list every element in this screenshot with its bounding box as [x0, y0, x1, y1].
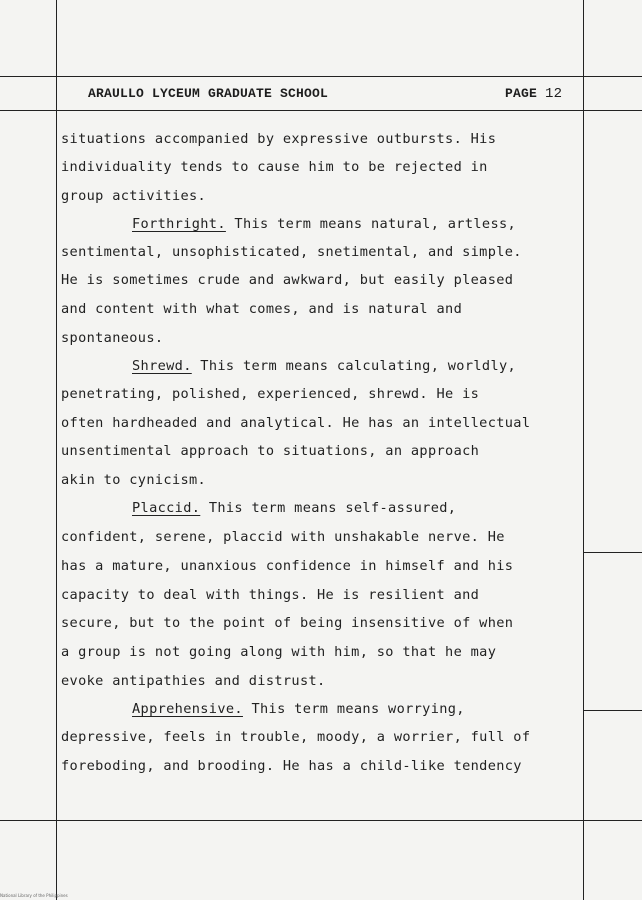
left-margin-rule [56, 0, 57, 900]
text-line-16: has a mature, unanxious confidence in himself and his [61, 558, 514, 574]
page-number: 12 [545, 86, 563, 102]
term-apprehensive: Apprehensive. [132, 701, 243, 717]
text-line-2: individuality tends to cause him to be rejected in [61, 159, 488, 175]
right-margin-tick-1 [584, 552, 642, 553]
term-placcid: Placcid. [132, 500, 201, 516]
footer-rule [0, 820, 642, 821]
term-forthright: Forthright. [132, 216, 226, 232]
text-line-11: often hardheaded and analytical. He has an intellectual [61, 415, 531, 431]
text-line-23: foreboding, and brooding. He has a child-like tendency [61, 758, 522, 774]
page-label: PAGE [505, 86, 538, 101]
page-indicator [505, 86, 562, 102]
library-stamp: National Library of the Philippines [0, 893, 68, 898]
text-line-8: spontaneous. [61, 330, 164, 346]
text-line-14 [132, 500, 456, 516]
text-line-12: unsentimental approach to situations, an approach [61, 443, 480, 459]
text-line-22: depressive, feels in trouble, moody, a worrier, full of [61, 729, 531, 745]
definition-intro: This term means worrying, [242, 701, 465, 717]
right-margin-tick-2 [584, 710, 642, 711]
definition-intro: This term means self-assured, [200, 500, 457, 516]
text-line-18: secure, but to the point of being insensitive of when [61, 615, 514, 631]
school-name: ARAULLO LYCEUM GRADUATE SCHOOL [88, 86, 329, 101]
text-line-5: sentimental, unsophisticated, snetimental, and simple. [61, 244, 522, 260]
text-line-9 [132, 358, 516, 374]
header-top-rule [0, 76, 642, 77]
right-margin-rule [583, 0, 584, 900]
term-shrewd: Shrewd. [132, 358, 192, 374]
text-line-10: penetrating, polished, experienced, shrewd. He is [61, 386, 480, 402]
header-bottom-rule [0, 110, 642, 111]
text-line-19: a group is not going along with him, so that he may [61, 644, 497, 660]
text-line-20: evoke antipathies and distrust. [61, 673, 326, 689]
definition-intro: This term means natural, artless, [225, 216, 517, 232]
text-line-15: confident, serene, placcid with unshakable nerve. He [61, 529, 505, 545]
text-line-3: group activities. [61, 188, 207, 204]
text-line-4 [132, 216, 516, 232]
text-line-13: akin to cynicism. [61, 472, 207, 488]
text-line-21 [132, 701, 465, 717]
text-line-6: He is sometimes crude and awkward, but easily pleased [61, 272, 514, 288]
text-line-7: and content with what comes, and is natural and [61, 301, 463, 317]
text-line-17: capacity to deal with things. He is resilient and [61, 587, 480, 603]
definition-intro: This term means calculating, worldly, [191, 358, 517, 374]
text-line-1: situations accompanied by expressive outbursts. His [61, 131, 497, 147]
